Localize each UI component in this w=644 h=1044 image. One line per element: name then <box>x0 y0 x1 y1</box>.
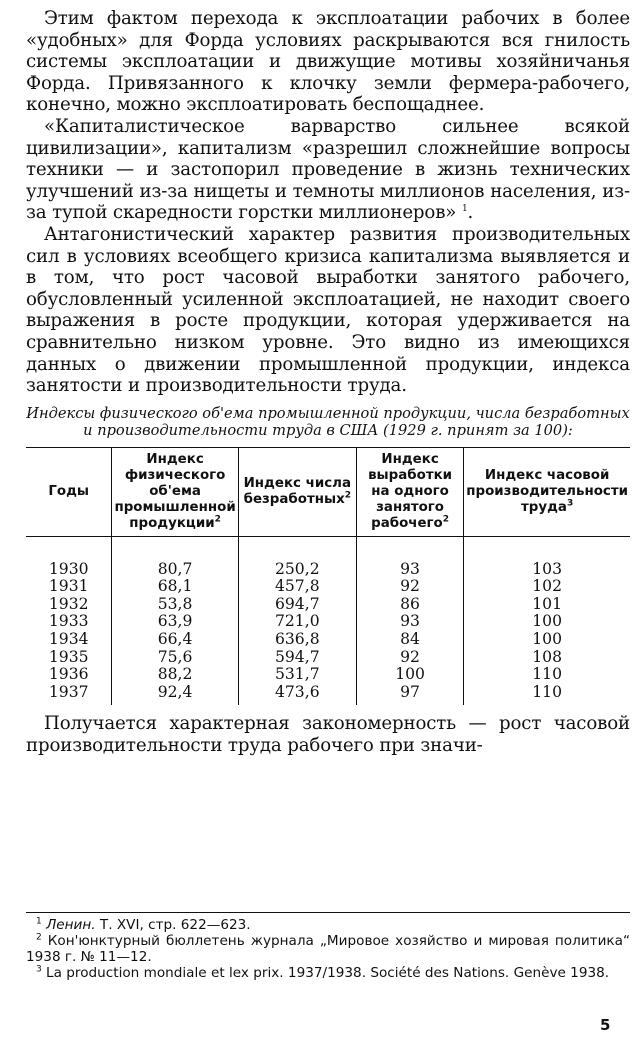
table-caption: Индексы физического об'ема промышленной продукции, числа безработных и производительности труда в США (1929 г. принят за 100): <box>26 404 630 439</box>
header-years: Годы <box>26 447 112 536</box>
footnote-3: $^3$ La production mondiale et lex prix. 1937/1938. Société des Nations. Genève 1938. <box>36 964 610 981</box>
paragraph-1: Этим фактом перехода к эксплоатации рабочих в более «удобных» для Форда условиях раскрываются вся гнилость системы эксплоатации и движущие мотивы хозяйничанья Форда. Привязанного к клочку земли фермера-рабочего, конечно, можно эксплоатировать беспощаднее. <box>26 8 630 116</box>
table-row: 1936 88,2 531,7 100 110 <box>26 666 630 684</box>
table-header-row <box>26 447 630 536</box>
page-number: 5 <box>600 1016 611 1034</box>
header-production-index: Индекс физического об'ема промышленной продукции$^2$ <box>112 447 238 536</box>
header-output-per-worker-index: Индекс выработки на одного занятого рабочего$^2$ <box>356 447 463 536</box>
footnote-1: $^1$ Ленин. Т. XVI, стр. 622—623. <box>36 916 251 933</box>
header-hourly-productivity-index: Индекс часовой производительности труда$^3$ <box>464 447 630 536</box>
footnote-2: $^2$ Кон'юнктурный бюллетень журнала „Мировое хозяйство и мировая политика“ 1938 г. № 11—12. <box>26 932 630 965</box>
index-table <box>26 447 630 706</box>
table-row: 1930 80,7 250,2 93 103 <box>26 536 630 578</box>
paragraph-3: Антагонистический характер развития производительных сил в условиях всеобщего кризиса капитализма выявляется и в том, что рост часовой выработки занятого рабочего, обусловленный усиленной эксплоатацией, не находит своего выражения в росте продукции, которая удерживается на сравнительно низком уровне. Это видно из имеющихся данных о движении промышленной продукции, индекса занятости и производительности труда. <box>26 223 630 397</box>
footnotes <box>26 912 630 981</box>
table-row: 1935 75,6 594,7 92 108 <box>26 649 630 667</box>
table-row: 1931 68,1 457,8 92 102 <box>26 578 630 596</box>
table-row: 1933 63,9 721,0 93 100 <box>26 613 630 631</box>
paragraph-after-table: Получается характерная закономерность — рост часовой производительности труда рабочего при значи- <box>26 713 630 757</box>
table-row: 1932 53,8 694,7 86 101 <box>26 596 630 614</box>
page-body <box>26 8 630 757</box>
footnote-ref-1: 1 <box>461 204 468 215</box>
paragraph-2-text: «Капиталистическое варварство сильнее всякой цивилизации», капитализм «разрешил сложнейшие вопросы техники — и застопорил проведение в жизнь технических улучшений из-за нищеты и темноты миллионов населения, из-за тупой скаредности горстки миллионеров» <box>26 115 630 224</box>
table-row: 1934 66,4 636,8 84 100 <box>26 631 630 649</box>
header-unemployed-index: Индекс числа безработных$^2$ <box>238 447 356 536</box>
table-row: 1937 92,4 473,6 97 110 <box>26 684 630 706</box>
paragraph-2: «Капиталистическое варварство сильнее всякой цивилизации», капитализм «разрешил сложнейшие вопросы техники — и застопорил проведение в жизнь технических улучшений из-за нищеты и темноты миллионов населения, из-за тупой скаредности горстки миллионеров» $^1$. <box>26 115 630 224</box>
